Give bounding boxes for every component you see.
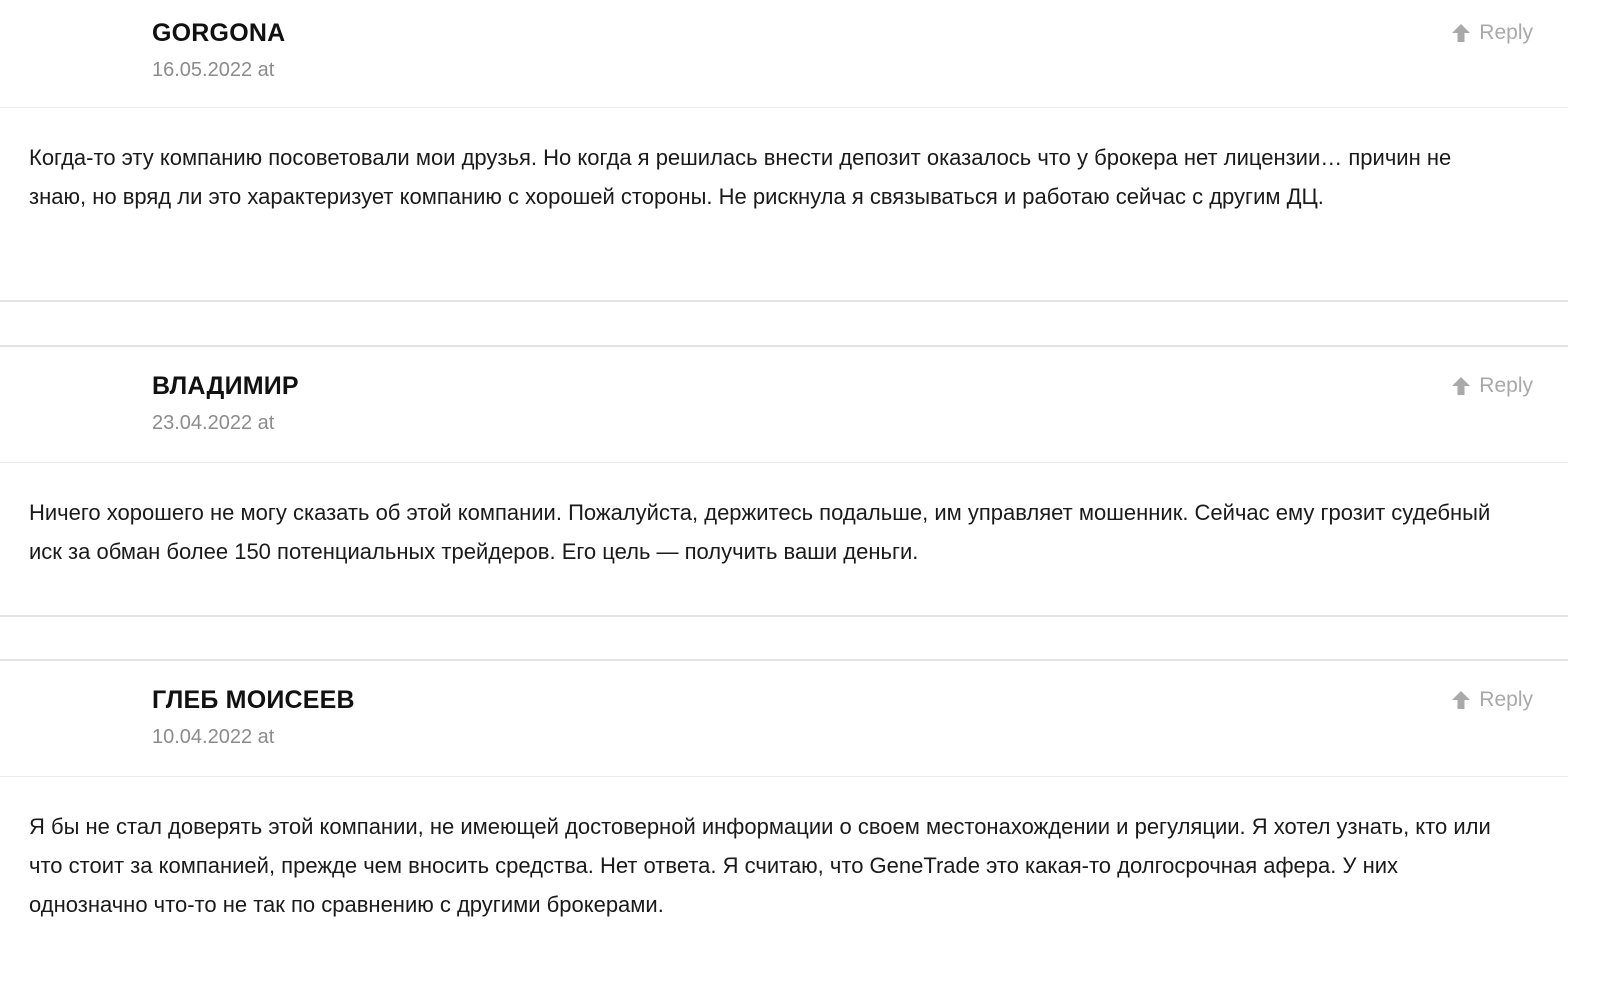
- comment-header: [0, 0, 1568, 108]
- reply-button[interactable]: [1451, 373, 1533, 399]
- arrow-up-icon: [1451, 376, 1471, 396]
- reply-button[interactable]: [1451, 687, 1533, 713]
- comment-author: ВЛАДИМИР: [152, 372, 299, 400]
- comment-header: [0, 347, 1568, 463]
- arrow-up-icon: [1451, 23, 1471, 43]
- comment-text: Ничего хорошего не могу сказать об этой компании. Пожалуйста, держитесь подальше, им управляет мошенник. Сейчас ему грозит судебный иск за обман более 150 потенциальных трейдеров. Его цель — получить ваши деньги.: [29, 500, 1491, 564]
- comment-text: Когда-то эту компанию посоветовали мои друзья. Но когда я решилась внести депозит оказалось что у брокера нет лицензии… причин не знаю, но вряд ли это характеризует компанию с хорошей стороны. Не рискнула я связываться и работаю сейчас с другим ДЦ.: [29, 145, 1452, 209]
- comment-date: 16.05.2022 at: [152, 59, 275, 81]
- reply-label: Reply: [1479, 374, 1533, 397]
- reply-button[interactable]: [1451, 20, 1533, 46]
- comment-author: GORGONA: [152, 19, 286, 47]
- reply-label: Reply: [1479, 21, 1533, 44]
- comment-date: 10.04.2022 at: [152, 726, 275, 748]
- comment-text: Я бы не стал доверять этой компании, не имеющей достоверной информации о своем местонахождении и регуляции. Я хотел узнать, кто или что стоит за компанией, прежде чем вносить средства. Нет ответа. Я считаю, что GeneTrade это какая-то долгосрочная афера. У них однозначно что-то не так по сравнению с другими брокерами.: [29, 814, 1491, 917]
- comment-date: 23.04.2022 at: [152, 412, 275, 434]
- comment-item: [0, 659, 1568, 981]
- reply-label: Reply: [1479, 688, 1533, 711]
- comment-item: [0, 0, 1568, 302]
- comment-item: [0, 345, 1568, 617]
- comment-header: [0, 661, 1568, 777]
- arrow-up-icon: [1451, 690, 1471, 710]
- comment-author: ГЛЕБ МОИСЕЕВ: [152, 686, 355, 714]
